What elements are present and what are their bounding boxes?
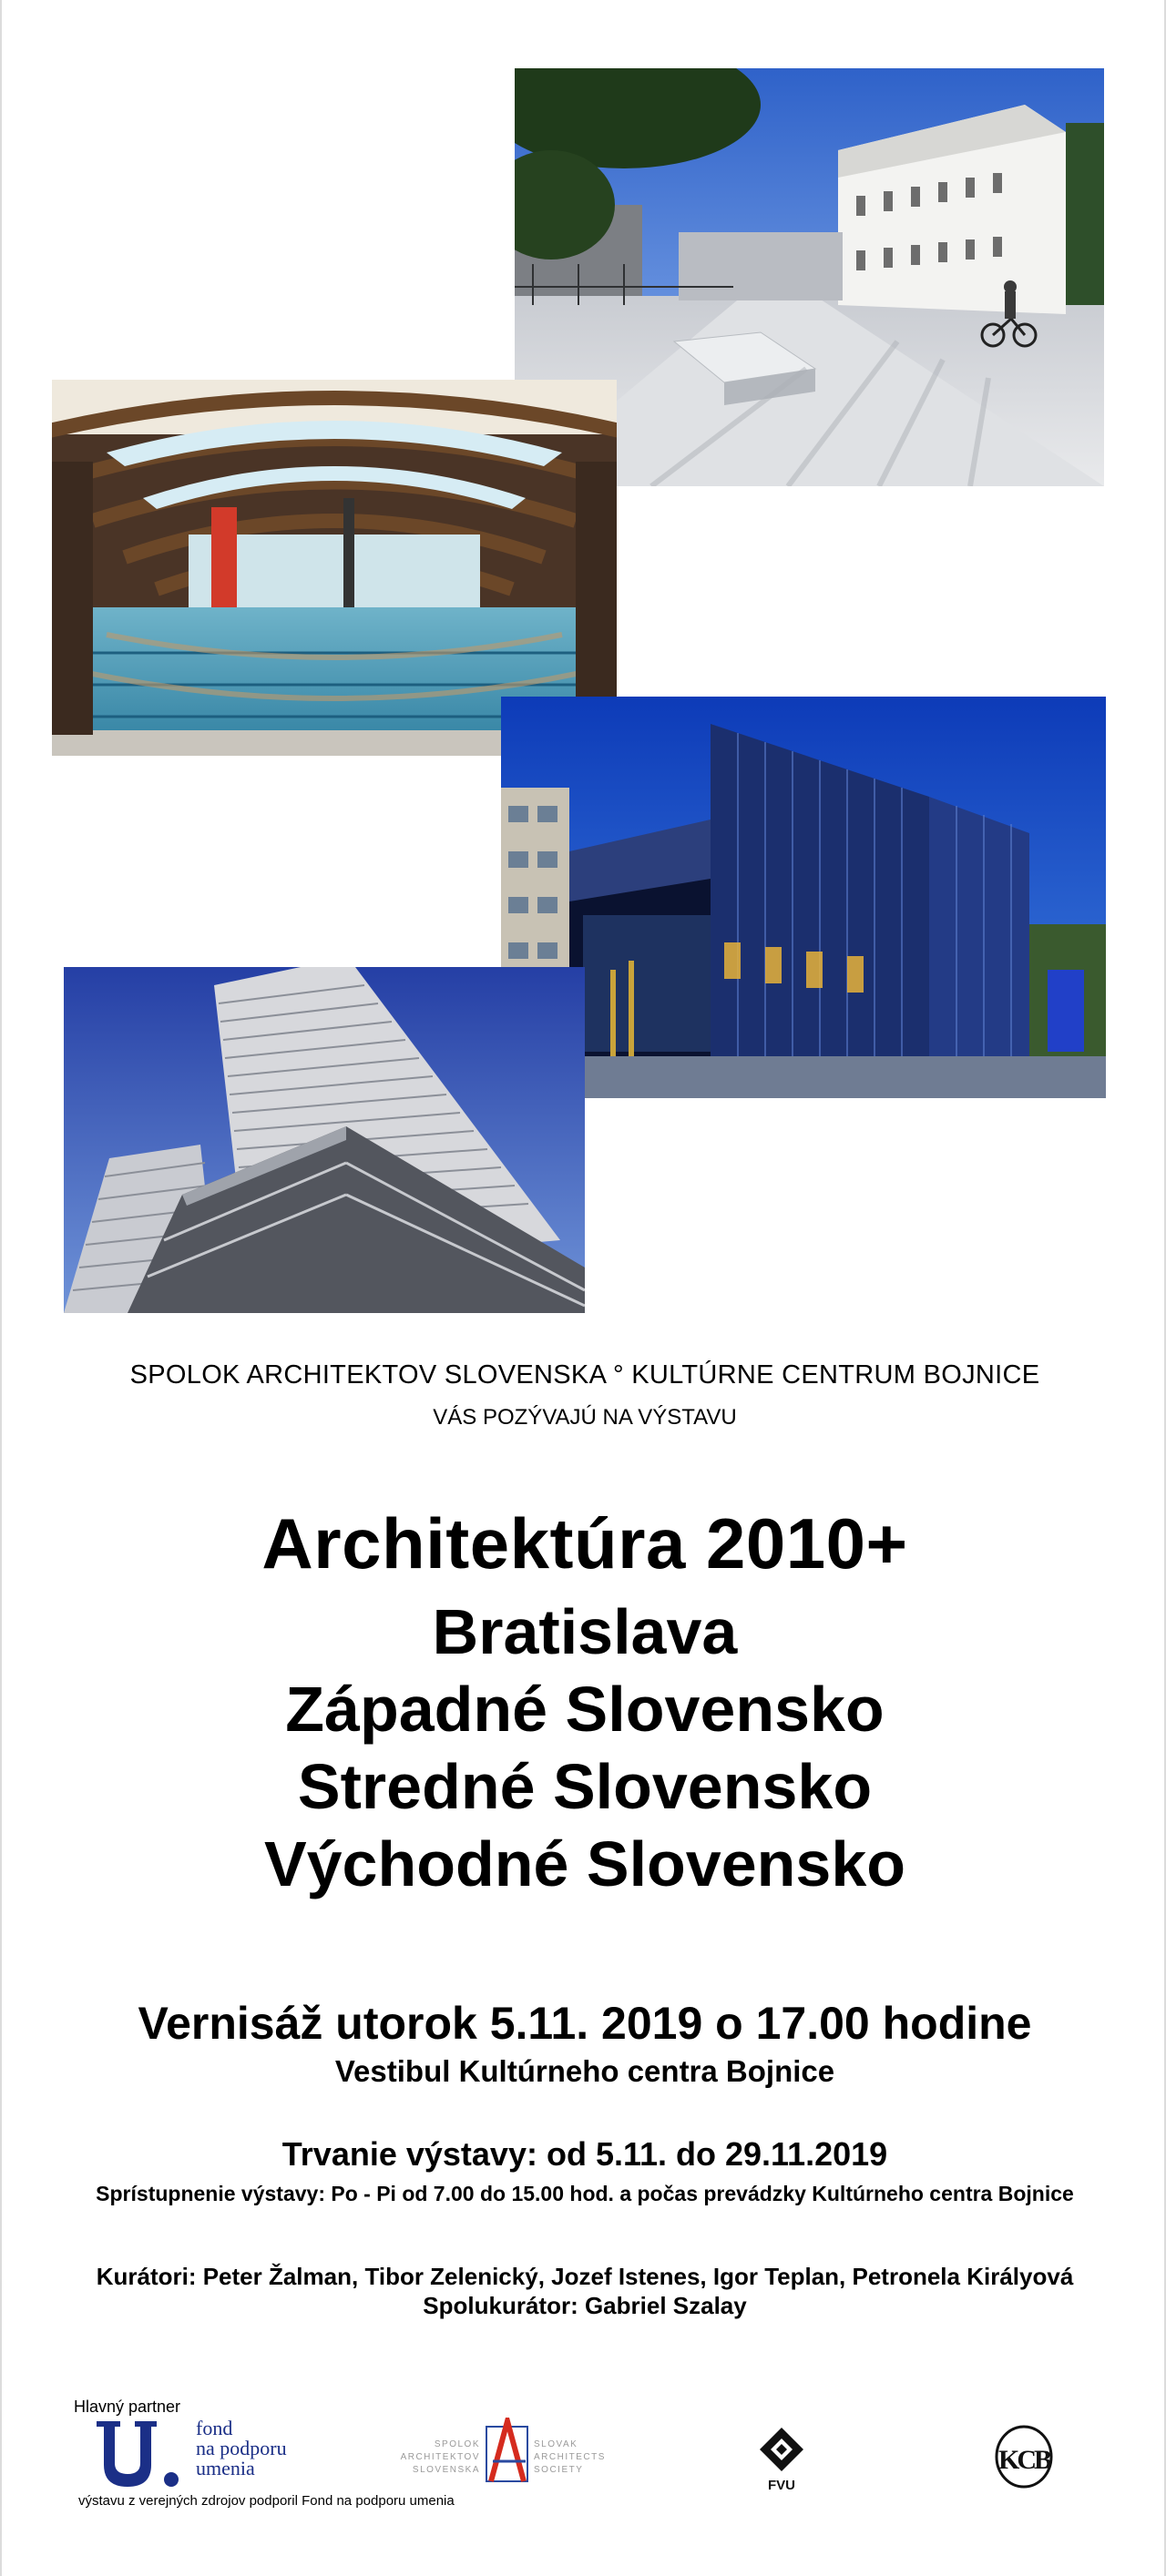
fund-line-2: na podporu [196,2437,287,2459]
funding-note: výstavu z verejných zdrojov podporil Fond na podporu umenia [78,2493,455,2509]
kcb-label: KCB [997,2445,1050,2475]
fund-line-3: umenia [196,2457,255,2479]
invitation-line: VÁS POZÝVAJÚ NA VÝSTAVU [433,1405,737,1430]
region-east: Východné Slovensko [263,1828,906,1899]
sas-right-line-1: SLOVAK [534,2439,578,2449]
sas-left-line-2: ARCHITEKTOV [400,2452,480,2462]
vernisage-date: Vernisáž utorok 5.11. 2019 o 17.00 hodine [138,1998,1032,2049]
region-west: Západné Slovensko [285,1674,885,1745]
sas-right-line-3: SOCIETY [534,2465,584,2475]
co-curator: Spolukurátor: Gabriel Szalay [423,2292,747,2319]
exhibition-title: Architektúra 2010+ [261,1503,908,1583]
architects-society-logo [391,2418,623,2490]
region-bratislava: Bratislava [432,1596,738,1667]
sas-left-line-1: SPOLOK [434,2439,480,2449]
photo-university-library [501,697,1106,1098]
venue: Vestibul Kultúrneho centra Bojnice [334,2054,835,2088]
fund-logo-icon [91,2416,184,2489]
photo-residential-tower [64,967,585,1313]
opening-hours: Sprístupnenie výstavy: Po - Pi od 7.00 do 15.00 hod. a počas prevádzky Kultúrneho centra Bojnice [96,2182,1074,2205]
organizers-line: SPOLOK ARCHITEKTOV SLOVENSKA ° KULTÚRNE CENTRUM BOJNICE [129,1360,1040,1390]
fvu-label: FVU [768,2478,795,2493]
region-central: Stredné Slovensko [297,1751,873,1822]
sas-left-line-3: SLOVENSKA [412,2465,480,2475]
sas-right-line-2: ARCHITECTS [534,2452,606,2462]
main-partner-label: Hlavný partner [74,2398,181,2416]
fund-name [196,2418,287,2479]
exhibition-duration: Trvanie výstavy: od 5.11. do 29.11.2019 [281,2135,888,2173]
curators: Kurátori: Peter Žalman, Tibor Zelenický, Jozef Istenes, Igor Teplan, Petronela Királyová [96,2263,1074,2290]
fvu-logo [756,2426,807,2493]
kcb-logo [995,2425,1053,2489]
fund-line-1: fond [196,2417,233,2439]
